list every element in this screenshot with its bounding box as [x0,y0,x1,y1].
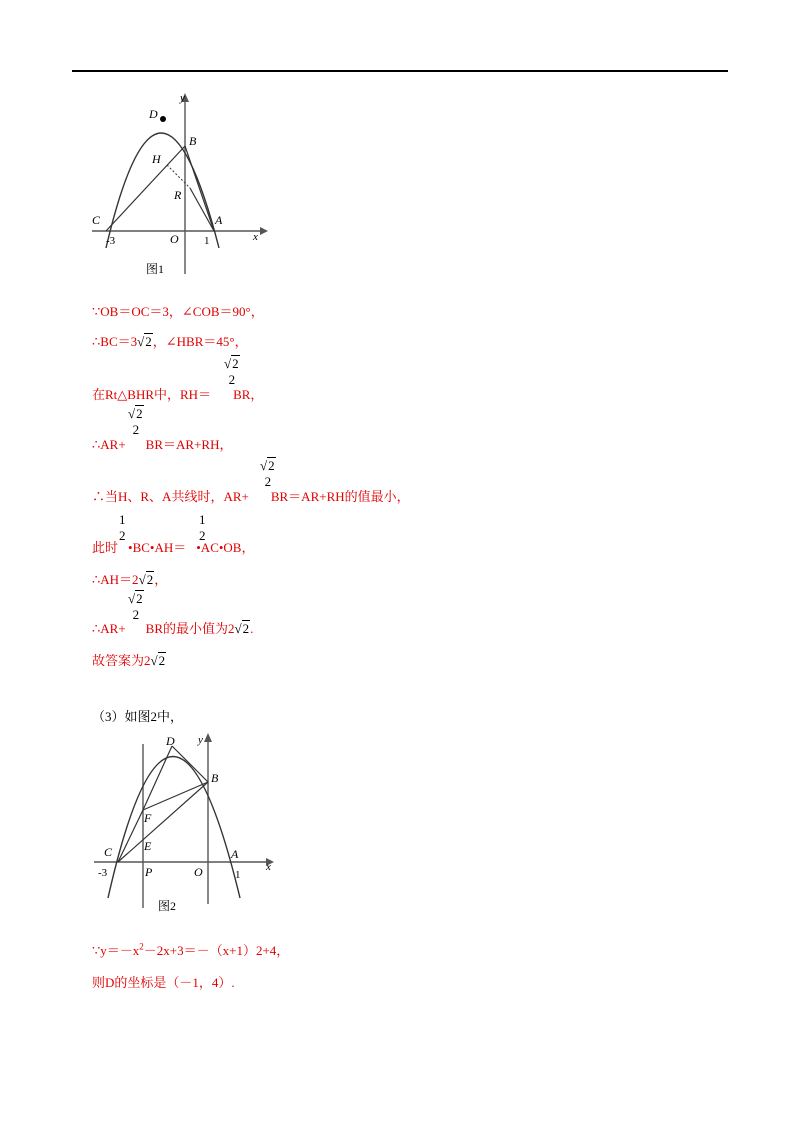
line-7 [92,569,167,588]
line-4 [92,434,232,453]
label-o: O [170,232,179,246]
label-e: E [144,839,152,853]
figure-2 [88,730,284,916]
label-x: x [266,861,271,873]
line-3-a: 在Rt△BHR中，RH＝ [92,387,212,402]
figure-1 [88,88,270,278]
line-9-radicand: 2 [158,653,166,668]
line-6-c: •AC•OB， [196,540,255,555]
line-8-radicand: 2 [242,621,250,636]
figure-2-graph [88,730,284,916]
label-x: x [253,231,258,243]
line-3-b: BR， [233,387,264,402]
fraction-sqrt2-over-2-b: √2 2 [128,406,143,437]
figure-2-caption: 图2 [158,899,177,913]
label-c: C [92,213,101,227]
line-9-a: 故答案为2 [92,653,151,668]
line-7-c: ， [154,572,168,587]
sqrt-icon: √2 [137,334,152,349]
line-5-b: BR＝AR+RH的值最小， [270,489,410,504]
label-r: R [174,188,182,202]
label-y: y [180,92,185,104]
frac-f-den: 2 [132,607,140,622]
line-5 [92,486,410,505]
label-y: y [198,734,203,746]
label-b: B [189,134,197,148]
part-3-heading: （3）如图2中， [92,709,184,724]
frac-c-den: 2 [264,474,272,489]
frac-a-den: 2 [228,372,236,387]
label-p: P [145,865,153,879]
line-10-a: ∵y＝－x [92,943,140,958]
frac-d-den: 2 [119,528,126,543]
label-d: D [166,734,175,748]
line-6-b: •BC•AH＝ [128,540,187,555]
line-10 [92,940,289,959]
line-2-a: ∴BC＝3 [92,334,138,349]
line-3 [92,384,263,403]
label-1: 1 [204,235,210,247]
line-6 [92,537,254,556]
label-o: O [194,865,203,879]
header-rule [72,70,728,72]
frac-b-num: 2 [136,406,143,421]
line-4-b: BR＝AR+RH， [145,437,233,452]
line-6-a: 此时 [92,540,119,555]
sqrt-icon: √2 [150,653,166,668]
frac-f-num: 2 [136,591,143,606]
line-10-b: －2x+3＝－（x+1）2+4， [143,943,290,958]
line-9 [92,650,166,669]
label-b: B [211,771,219,785]
line-8 [92,618,253,637]
figure-1-graph [88,88,270,278]
line-8-a: ∴AR+ [92,621,126,636]
frac-e-num: 1 [199,512,206,527]
line-8-d: . [250,621,254,636]
line-10-sup: 2 [139,941,144,952]
label-minus3: -3 [106,235,116,247]
figure-1-caption: 图1 [146,262,165,276]
label-1: 1 [235,869,241,881]
line-7-radicand: 2 [146,572,154,587]
line-7-a: ∴AH＝2 [92,572,139,587]
line-1: ∵OB＝OC＝3，∠COB＝90°， [92,304,264,319]
line-2-radicand: 2 [145,334,152,349]
sqrt-icon: √2 [138,572,154,587]
line-4-a: ∴AR+ [92,437,126,452]
fraction-sqrt2-over-2-c: √2 2 [260,458,275,489]
label-h: H [152,152,161,166]
frac-b-den: 2 [132,422,140,437]
line-5-a: ∴当H、R、A共线时，AR+ [92,489,249,504]
label-a: A [231,847,239,861]
line-2 [92,331,248,350]
frac-c-num: 2 [268,458,275,473]
frac-d-num: 1 [119,512,126,527]
sqrt-icon: √2 [234,621,250,636]
label-c: C [104,845,113,859]
label-f: F [144,811,152,825]
fraction-sqrt2-over-2-d: √2 2 [128,591,143,622]
label-a: A [215,213,223,227]
line-8-b: BR的最小值为2 [145,621,235,636]
frac-a-num: 2 [232,356,239,371]
label-minus3: -3 [98,867,108,879]
line-11: 则D的坐标是（－1，4）. [92,975,235,990]
label-d: D [149,107,158,121]
line-2-c: ，∠HBR＝45°， [152,334,248,349]
fraction-sqrt2-over-2-a: √2 2 [224,356,239,387]
frac-e-den: 2 [199,528,206,543]
